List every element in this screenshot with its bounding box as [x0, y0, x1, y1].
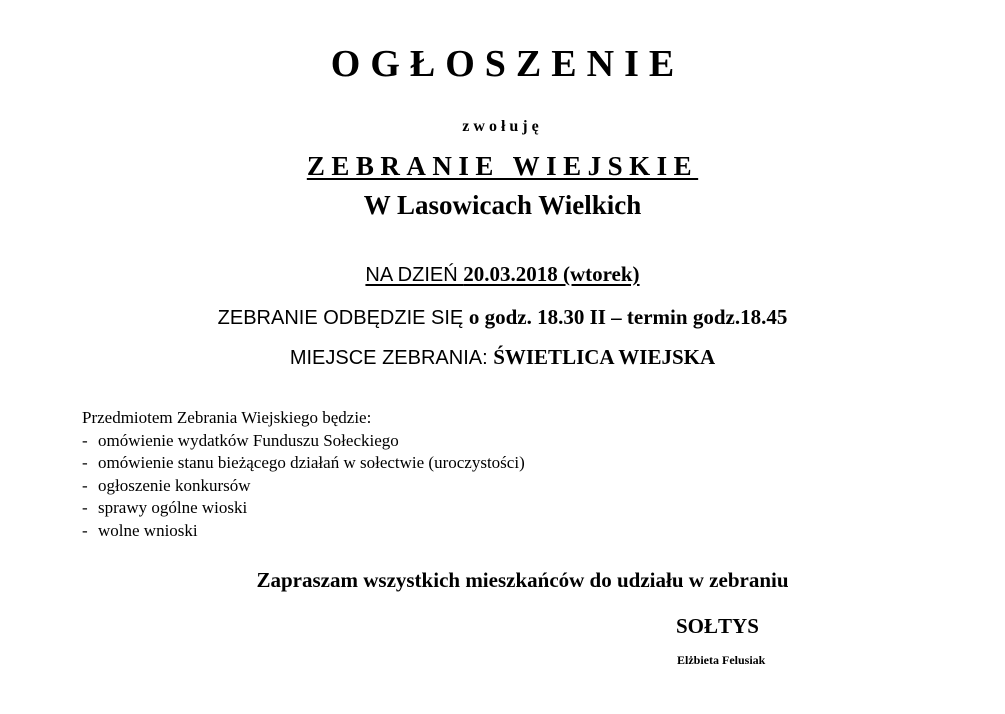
event-title-text: ZEBRANIE WIEJSKIE [306, 151, 699, 181]
place-value: ŚWIETLICA WIEJSKA [493, 345, 716, 369]
agenda-item-text: omówienie wydatków Funduszu Sołeckiego [98, 430, 399, 450]
agenda-intro: Przedmiotem Zebrania Wiejskiego będzie: [82, 408, 372, 427]
agenda-item-text: sprawy ogólne wioski [98, 498, 248, 518]
list-item: - omówienie stanu bieżącego działań w sołectwie (uroczystości) [82, 453, 525, 473]
meeting-date [0, 262, 1005, 287]
date-value: 20.03.2018 (wtorek) [463, 262, 640, 286]
signature-name: Elżbieta Felusiak [677, 653, 766, 667]
time-label: ZEBRANIE ODBĘDZIE SIĘ [217, 307, 469, 329]
list-item: - wolne wnioski [82, 520, 198, 540]
invitation-text: Zapraszam wszystkich mieszkańców do udziału w zebraniu [256, 568, 789, 592]
date-label: NA DZIEŃ [365, 264, 464, 286]
list-item: - ogłoszenie konkursów [82, 475, 251, 495]
meeting-time [0, 305, 1005, 330]
time-value: o godz. 18.30 II – termin godz.18.45 [468, 305, 788, 329]
event-location: W Lasowicach Wielkich [363, 190, 642, 220]
agenda [82, 407, 525, 543]
list-item: - sprawy ogólne wioski [82, 498, 248, 518]
agenda-item-text: wolne wnioski [98, 520, 198, 540]
announcement-title: OGŁOSZENIE [330, 43, 685, 85]
meeting-place [0, 345, 1005, 370]
event-title [0, 151, 1005, 182]
agenda-list [82, 430, 525, 543]
list-item: - omówienie wydatków Funduszu Sołeckiego [82, 430, 399, 450]
signature-role: SOŁTYS [676, 614, 759, 638]
agenda-item-text: ogłoszenie konkursów [98, 475, 251, 495]
place-label: MIEJSCE ZEBRANIA: [289, 347, 494, 369]
announcement-subtitle: zwołuję [462, 118, 543, 135]
agenda-item-text: omówienie stanu bieżącego działań w sołectwie (uroczystości) [98, 453, 525, 473]
